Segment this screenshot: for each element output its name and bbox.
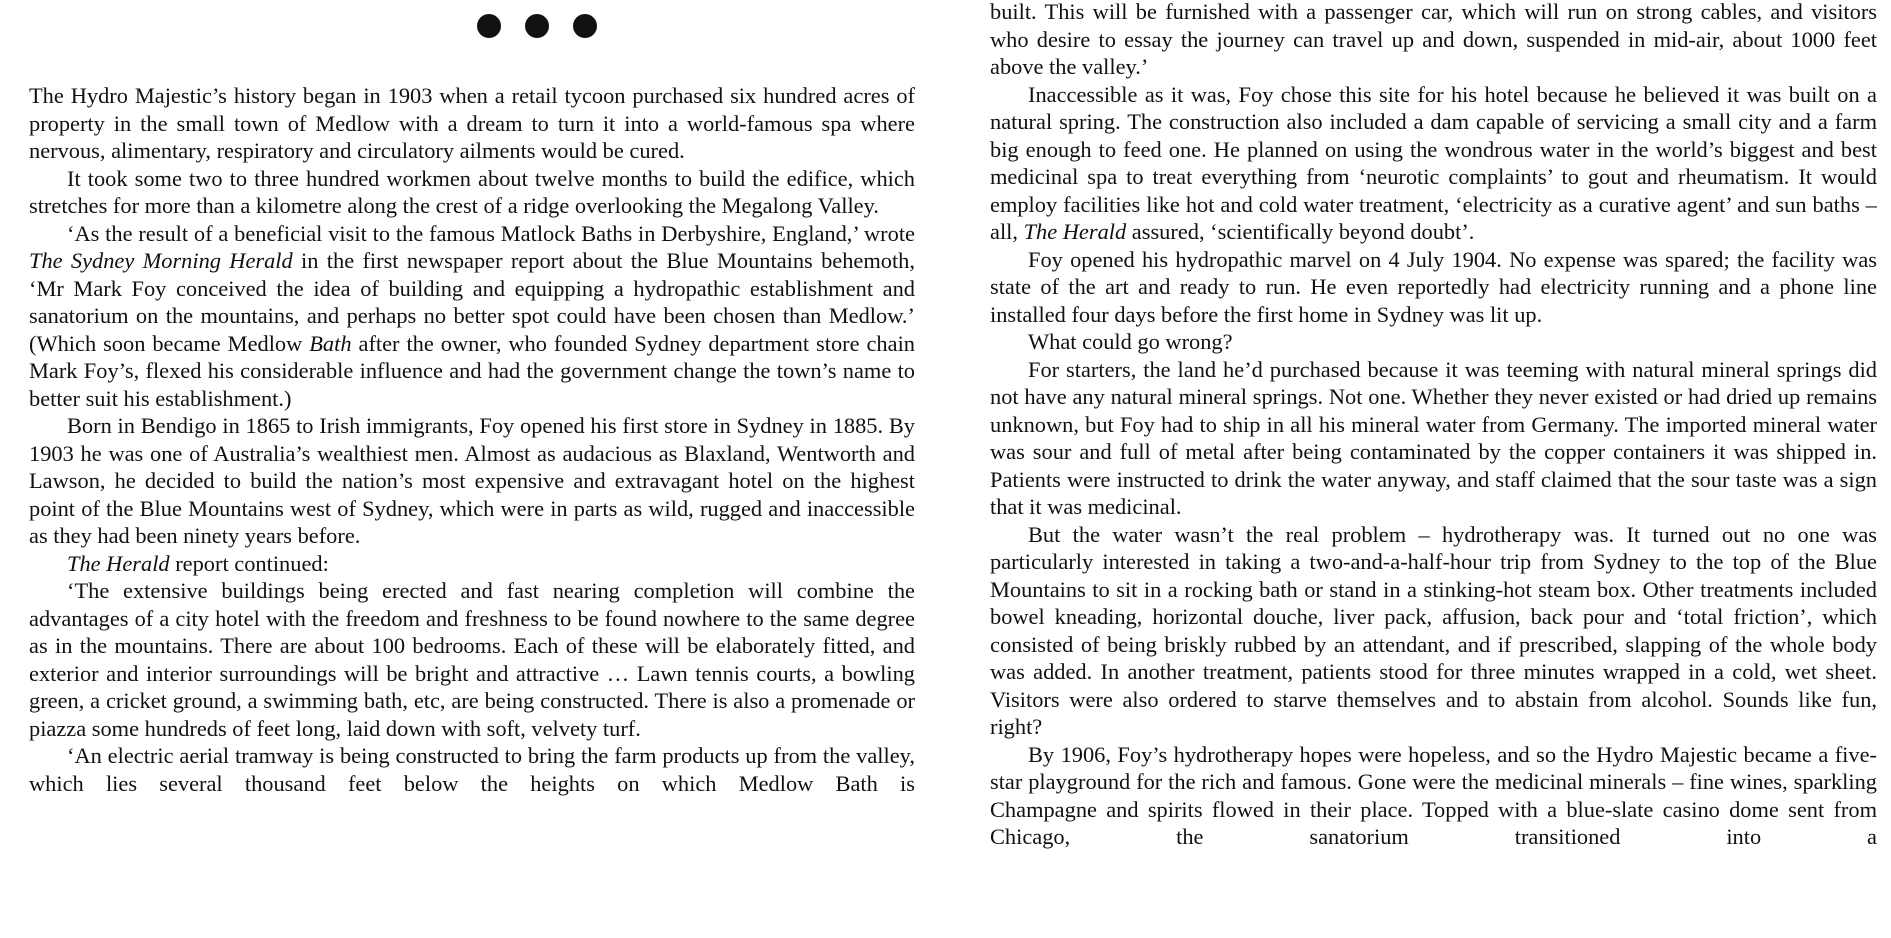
right-page-body <box>990 0 1877 851</box>
paragraph-text: report continued: <box>169 550 329 576</box>
italic-title: The Herald <box>1023 219 1127 244</box>
paragraph-text: in the first newspaper report about the Blue Mountains behemoth, ‘Mr Mark Foy conceived the idea of building and equipping a hydropathic establishment and sanatorium on the mountains, and perhaps no better spot could have been chosen than Medlow.’ (Which soon became Medlow <box>29 248 915 356</box>
paragraph: For starters, the land he’d purchased because it was teeming with natural mineral springs did not have any natural mineral springs. Not one. Whether they never existed or had dried up remains unknown, but Foy had to ship in all his mineral water from Germany. The imported mineral water was sour and full of metal after being contaminated by the copper containers it was shipped in. Patients were instructed to drink the water anyway, and staff claimed that the sour taste was a sign that it was medicinal. <box>990 356 1877 519</box>
dot-icon <box>525 14 549 38</box>
paragraph: What could go wrong? <box>1028 329 1233 354</box>
paragraph: But the water wasn’t the real problem – hydrotherapy was. It turned out no one was particularly interested in taking a two-and-a-half-hour trip from Sydney to the top of the Blue Mountains to sit in a rocking bath or stand in a stinking-hot steam box. Other treatments included bowel kneading, horizontal douche, liver pack, affusion, back pour and ‘total friction’, which consisted of being briskly rubbed by an attendant, and if prescribed, slapping of the whole body was added. In another treatment, patients stood for three minutes wrapped in a cold, wet sheet. Visitors were also ordered to starve themselves and to abstain from alcohol. Sounds like fun, right? <box>990 521 1877 739</box>
paragraph: ‘An electric aerial tramway is being constructed to bring the farm products up from the valley, which lies several thousand feet below the heights on which Medlow Bath is <box>29 743 915 796</box>
section-break-ornament <box>477 14 597 40</box>
paragraph-text: after the owner, who founded Sydney department store chain Mark Foy’s, flexed his considerable influence and had the government change the town’s name to better suit his establishment.) <box>29 330 915 411</box>
paragraph: By 1906, Foy’s hydrotherapy hopes were hopeless, and so the Hydro Majestic became a five-star playground for the rich and famous. Gone were the medicinal minerals – fine wines, sparkling Champagne and spirits flowed in their place. Topped with a blue-slate casino dome sent from Chicago, the sanatorium transitioned into a <box>990 741 1877 849</box>
dot-icon <box>573 14 597 38</box>
paragraph-text: assured, ‘scientifically beyond doubt’. <box>1126 219 1475 244</box>
paragraph: Foy opened his hydropathic marvel on 4 July 1904. No expense was spared; the facility was state of the art and ready to run. He even reportedly had electricity running and a phone line installed four days before the first home in Sydney was lit up. <box>990 246 1877 327</box>
paragraph-text: Inaccessible as it was, Foy chose this site for his hotel because he believed it was built on a natural spring. The construction also included a dam capable of servicing a small city and a farm big enough to feed one. He planned on using the wondrous water in the world’s biggest and best medicinal spa to treat everything from ‘neurotic complaints’ to gout and rheumatism. It would employ facilities like hot and cold water treatment, ‘electricity as a curative agent’ and sun baths – all, <box>990 81 1877 244</box>
left-page <box>29 0 915 938</box>
paragraph: built. This will be furnished with a passenger car, which will run on strong cables, and visitors who desire to essay the journey can travel up and down, suspended in mid-air, about 1000 feet above the valley.’ <box>990 0 1877 79</box>
paragraph: ‘The extensive buildings being erected and fast nearing completion will combine the advantages of a city hotel with the freedom and freshness to be found nowhere to the same degree as in the mountains. There are about 100 bedrooms. Each of these will be elaborately fitted, and exterior and interior surroundings will be bright and attractive … Lawn tennis courts, a bowling green, a cricket ground, a swimming bath, etc, are being constructed. There is also a promenade or piazza some hundreds of feet long, laid down with soft, velvety turf. <box>29 578 915 741</box>
left-page-body <box>29 82 915 797</box>
italic-title: The Herald <box>67 550 170 576</box>
dot-icon <box>477 14 501 38</box>
paragraph-text: ‘As the result of a beneficial visit to the famous Matlock Baths in Derbyshire, England,’ wrote <box>67 220 915 246</box>
italic-title: The Sydney Morning Herald <box>29 248 293 273</box>
italic-word: Bath <box>309 330 352 356</box>
paragraph <box>29 550 915 578</box>
paragraph <box>990 81 1877 246</box>
right-page <box>990 0 1877 938</box>
paragraph <box>29 220 915 413</box>
paragraph: Born in Bendigo in 1865 to Irish immigrants, Foy opened his first store in Sydney in 1885. By 1903 he was one of Australia’s wealthiest men. Almost as audacious as Blaxland, Wentworth and Lawson, he decided to build the nation’s most expensive and extravagant hotel on the highest point of the Blue Mountains west of Sydney, which were in parts as wild, rugged and inaccessible as they had been ninety years before. <box>29 413 915 548</box>
paragraph: It took some two to three hundred workmen about twelve months to build the edifice, which stretches for more than a kilometre along the crest of a ridge overlooking the Megalong Valley. <box>29 165 915 218</box>
paragraph: The Hydro Majestic’s history began in 1903 when a retail tycoon purchased six hundred acres of property in the small town of Medlow with a dream to turn it into a world-famous spa where nervous, alimentary, respiratory and circulatory ailments would be cured. <box>29 83 915 163</box>
